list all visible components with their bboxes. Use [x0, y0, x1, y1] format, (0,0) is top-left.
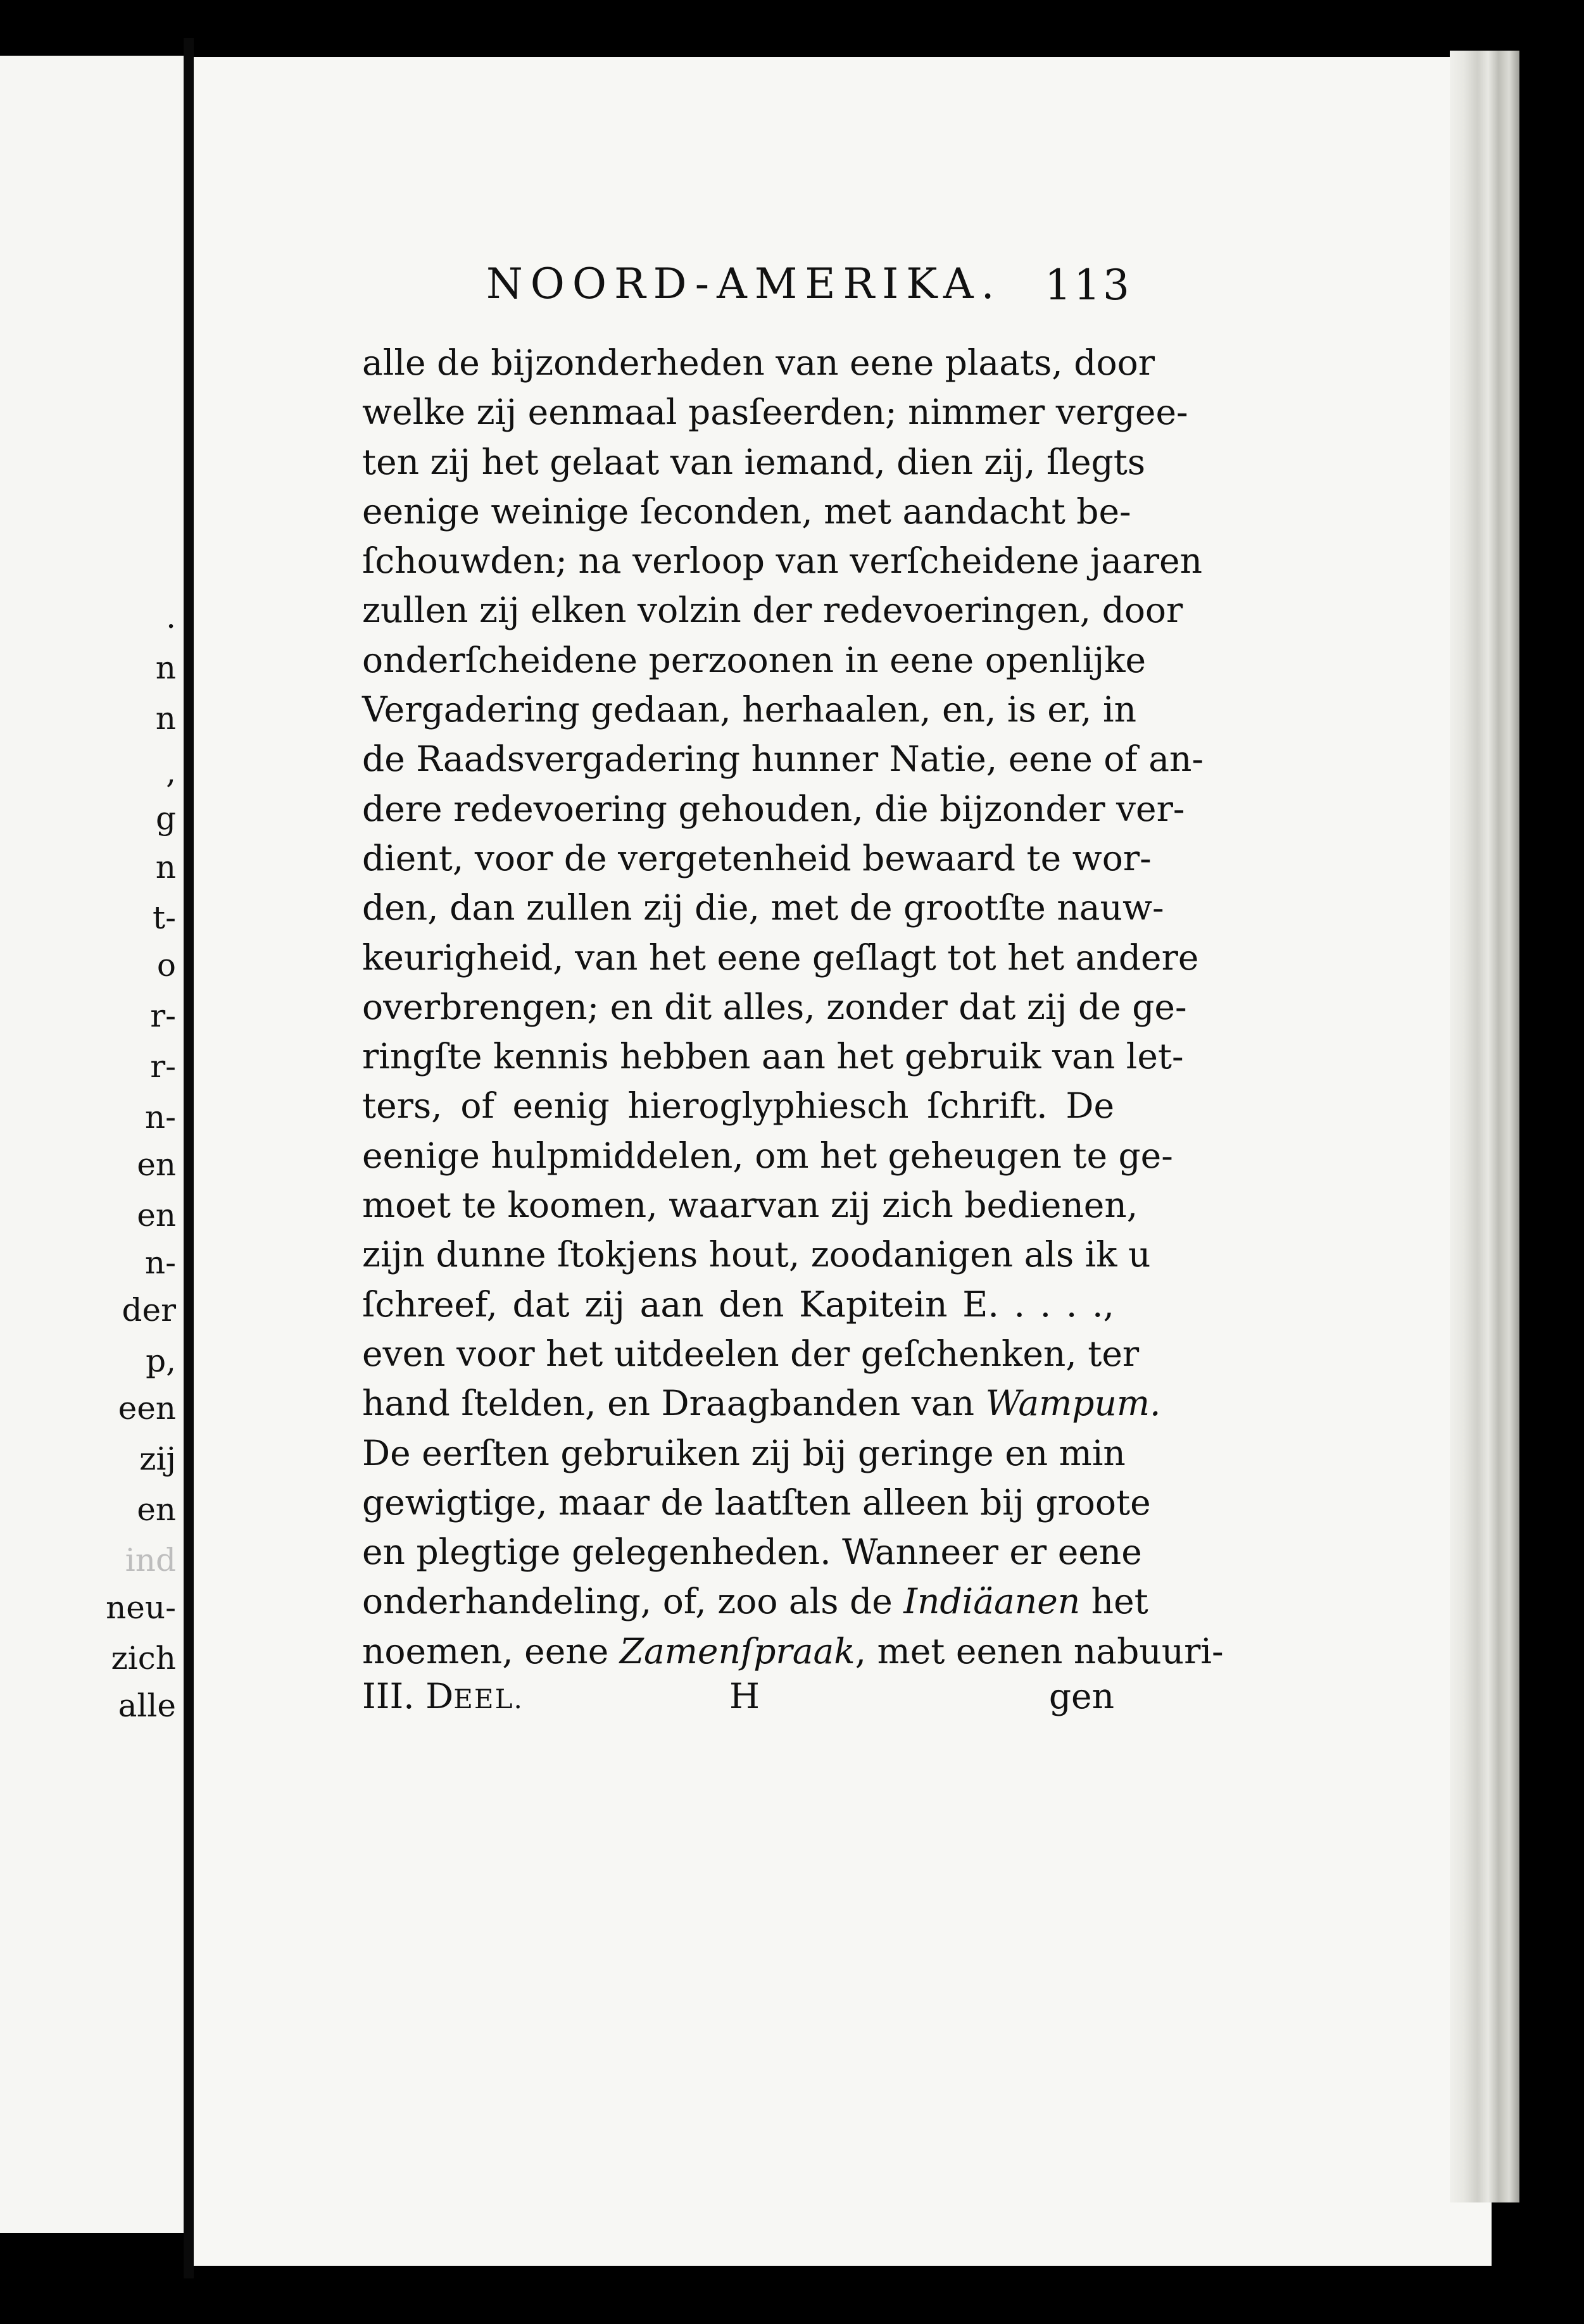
text-line: De eerſten gebruiken zij bij geringe en min [362, 1432, 1126, 1473]
deel-rest: EEL. [453, 1684, 524, 1715]
book-gutter [184, 38, 194, 2278]
text-line: ters, of eenig hieroglyphiesch ſchrift. De [362, 1085, 1114, 1127]
text-line: ſchreef, dat zij aan den Kapitein E. . . . ., [362, 1284, 1114, 1325]
text-run: het [1080, 1581, 1148, 1622]
facing-page-fragment: een [118, 1390, 176, 1427]
facing-page-fragment: zij [139, 1440, 176, 1477]
italic-term: Wampum. [985, 1383, 1161, 1424]
facing-page-fragment: g [155, 800, 176, 837]
facing-page-fragment: o [156, 947, 176, 984]
text-line [362, 1627, 1224, 1676]
text-line: overbrengen; en dit alles, zonder dat zij de ge- [362, 986, 1187, 1027]
facing-page-fragment: . [166, 599, 176, 635]
facing-page-fragment: n- [144, 1244, 176, 1281]
page-number: 113 [1045, 261, 1132, 309]
deel-initial: D [425, 1676, 454, 1716]
facing-page-fragment: n [155, 649, 176, 686]
text-line: eenige weinige ſeconden, met aandacht be- [362, 490, 1131, 532]
text-line [362, 1378, 1161, 1428]
text-run: , met eenen nabuuri- [855, 1630, 1224, 1671]
facing-page-fragment: en [137, 1146, 176, 1183]
facing-page-fragment: der [122, 1292, 176, 1328]
text-line: moet te koomen, waarvan zij zich bedienen, [362, 1185, 1138, 1226]
text-line: dient, voor de vergetenheid bewaard te wor- [362, 837, 1152, 878]
running-head: NOORD-AMERIKA. [486, 259, 1002, 308]
facing-page-fragment: alle [118, 1687, 176, 1724]
italic-term: Indiäanen [903, 1581, 1081, 1622]
text-line: eenige hulpmiddelen, om het geheugen te ge- [362, 1135, 1173, 1176]
text-line: Vergadering gedaan, herhaalen, en, is er, in [362, 689, 1136, 730]
facing-page-fragment: ind [125, 1542, 176, 1578]
page-edge-stack [1450, 51, 1519, 2202]
text-line: en plegtige gelegenheden. Wanneer er eene [362, 1532, 1142, 1573]
text-run: noemen, eene [362, 1630, 620, 1671]
volume-mark [362, 1671, 524, 1725]
text-run: onderhandeling, of, zoo als de [362, 1581, 904, 1622]
text-line: even voor het uitdeelen der geſchenken, ter [362, 1333, 1140, 1374]
facing-page-fragment: n- [144, 1099, 176, 1135]
text-line: onderſcheidene perzoonen in eene openlijke [362, 639, 1147, 680]
facing-page-left [0, 56, 184, 2233]
facing-page-fragment: n [155, 849, 176, 885]
text-run: hand ſtelden, en Draagbanden van [362, 1383, 986, 1424]
text-line: ſchouwden; na verloop van verſcheidene jaaren [362, 540, 1203, 582]
facing-page-fragment: r- [150, 1048, 176, 1085]
catchword: gen [1048, 1676, 1114, 1716]
facing-page-fragment: n [155, 700, 176, 737]
facing-page-fragment: neu- [106, 1589, 176, 1626]
facing-page-fragment: , [166, 754, 176, 790]
text-line: zijn dunne ſtokjens hout, zoodanigen als ik u [362, 1234, 1151, 1275]
text-line: den, dan zullen zij die, met de grootſte nauw- [362, 887, 1164, 928]
signature-mark: H [729, 1676, 760, 1716]
text-line: keurigheid, van het eene geſlagt tot het andere [362, 937, 1199, 978]
text-line: zullen zij elken volzin der redevoeringen, door [362, 590, 1183, 631]
facing-page-fragment: zich [111, 1640, 176, 1677]
text-line [362, 1577, 1148, 1626]
facing-page-fragment: p, [146, 1342, 176, 1379]
facing-page-fragment: r- [150, 997, 176, 1034]
italic-term: Zamenſpraak [619, 1630, 855, 1671]
page-footer [362, 1671, 1114, 1721]
facing-page-fragment: en [137, 1197, 176, 1234]
text-line: de Raadsvergadering hunner Natie, eene of an- [362, 739, 1204, 780]
text-line: welke zij eenmaal pasſeerden; nimmer vergee- [362, 392, 1188, 433]
facing-page-fragment: en [137, 1491, 176, 1528]
text-line: gewigtige, maar de laatſten alleen bij groote [362, 1482, 1151, 1523]
text-line: dere redevoering gehouden, die bijzonder ver- [362, 788, 1185, 829]
body-text [362, 338, 1224, 1676]
text-line: ten zij het gelaat van iemand, dien zij, ſlegts [362, 441, 1146, 482]
facing-page-fragment: t- [153, 899, 176, 936]
volume-number: III. [362, 1676, 415, 1716]
text-line: alle de bijzonderheden van eene plaats, door [362, 342, 1155, 383]
text-line: ringſte kennis hebben aan het gebruik van let- [362, 1036, 1184, 1077]
